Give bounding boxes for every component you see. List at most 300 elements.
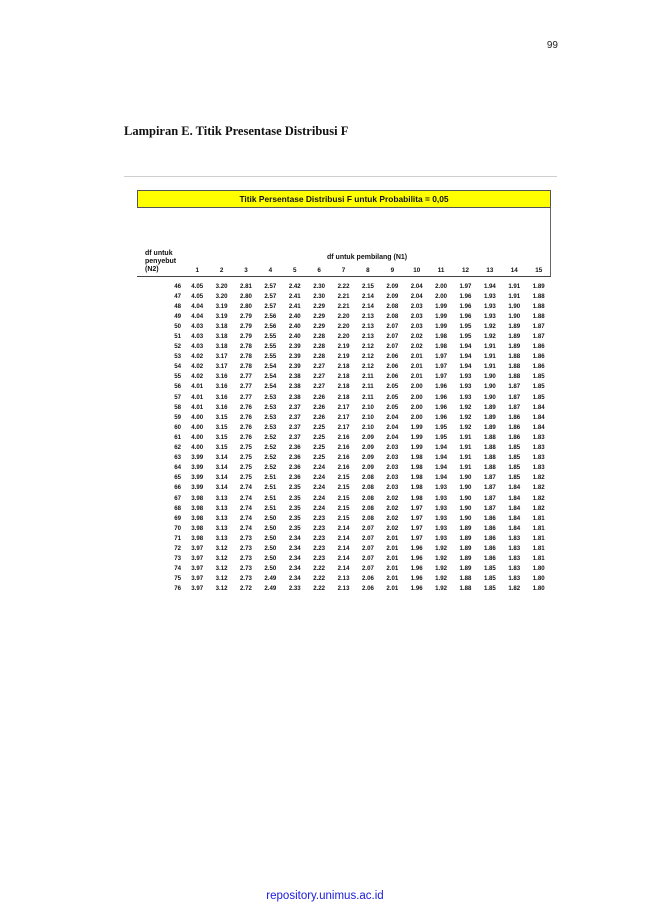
f-value-cell: 2.11 bbox=[362, 383, 374, 391]
f-value-cell: 1.96 bbox=[459, 302, 472, 310]
f-value-cell: 2.50 bbox=[264, 524, 277, 532]
f-value-cell: 2.56 bbox=[264, 312, 277, 320]
f-value-cell: 3.12 bbox=[215, 575, 228, 583]
table-row bbox=[137, 352, 551, 362]
f-value-cell: 1.87 bbox=[508, 383, 521, 391]
f-value-cell: 2.55 bbox=[264, 353, 277, 361]
f-value-cell: 1.83 bbox=[508, 555, 521, 563]
f-value-cell: 2.01 bbox=[410, 353, 423, 361]
f-value-cell: 2.17 bbox=[337, 423, 350, 431]
f-value-cell: 1.89 bbox=[532, 282, 545, 290]
f-value-cell: 2.81 bbox=[240, 282, 252, 290]
f-value-cell: 2.29 bbox=[313, 312, 326, 320]
f-value-cell: 1.96 bbox=[435, 383, 448, 391]
f-value-cell: 3.98 bbox=[191, 524, 204, 532]
f-value-cell: 1.87 bbox=[483, 484, 496, 492]
f-value-cell: 4.01 bbox=[191, 393, 204, 401]
f-value-cell: 1.97 bbox=[410, 524, 423, 532]
f-value-cell: 3.97 bbox=[191, 585, 204, 593]
f-value-cell: 1.97 bbox=[435, 373, 448, 381]
row-n2-label: 51 bbox=[174, 333, 181, 341]
f-distribution-table bbox=[137, 190, 551, 594]
f-value-cell: 2.24 bbox=[313, 494, 326, 502]
f-value-cell: 2.08 bbox=[386, 312, 399, 320]
f-value-cell: 1.87 bbox=[532, 333, 545, 341]
f-value-cell: 1.91 bbox=[459, 433, 472, 441]
f-value-cell: 2.77 bbox=[240, 383, 252, 391]
f-value-cell: 1.91 bbox=[483, 353, 496, 361]
f-value-cell: 1.86 bbox=[532, 363, 545, 371]
f-value-cell: 1.99 bbox=[410, 444, 423, 452]
f-value-cell: 2.73 bbox=[240, 575, 252, 583]
f-value-cell: 4.02 bbox=[191, 363, 204, 371]
f-value-cell: 1.88 bbox=[483, 444, 496, 452]
f-value-cell: 1.84 bbox=[532, 423, 545, 431]
f-value-cell: 2.07 bbox=[361, 534, 374, 542]
f-value-cell: 1.91 bbox=[508, 282, 521, 290]
f-value-cell: 1.90 bbox=[508, 302, 521, 310]
f-value-cell: 1.94 bbox=[435, 444, 448, 452]
f-value-cell: 3.97 bbox=[191, 565, 204, 573]
f-value-cell: 2.08 bbox=[361, 474, 374, 482]
f-value-cell: 2.13 bbox=[361, 312, 374, 320]
f-value-cell: 2.27 bbox=[313, 373, 326, 381]
f-value-cell: 2.52 bbox=[264, 454, 277, 462]
f-value-cell: 2.04 bbox=[386, 413, 399, 421]
f-value-cell: 3.12 bbox=[215, 585, 228, 593]
f-value-cell: 4.00 bbox=[191, 444, 204, 452]
f-value-cell: 2.53 bbox=[264, 413, 277, 421]
f-value-cell: 1.88 bbox=[532, 292, 545, 300]
f-value-cell: 2.23 bbox=[313, 534, 326, 542]
row-n2-label: 52 bbox=[174, 343, 181, 351]
f-value-cell: 3.16 bbox=[215, 393, 228, 401]
row-n2-label: 75 bbox=[174, 575, 181, 583]
repository-footer: repository.unimus.ac.id bbox=[266, 890, 384, 902]
f-value-cell: 2.08 bbox=[361, 494, 374, 502]
row-n2-label: 73 bbox=[174, 555, 181, 563]
f-value-cell: 1.85 bbox=[508, 474, 521, 482]
f-value-cell: 2.38 bbox=[288, 393, 301, 401]
f-value-cell: 1.91 bbox=[459, 464, 472, 472]
f-value-cell: 3.18 bbox=[215, 343, 228, 351]
f-value-cell: 1.81 bbox=[532, 544, 545, 552]
f-value-cell: 2.28 bbox=[313, 343, 326, 351]
f-value-cell: 2.03 bbox=[386, 454, 399, 462]
table-row bbox=[137, 453, 551, 463]
f-value-cell: 1.91 bbox=[459, 454, 472, 462]
f-value-cell: 2.12 bbox=[361, 363, 374, 371]
f-value-cell: 1.97 bbox=[410, 534, 423, 542]
f-value-cell: 2.75 bbox=[240, 454, 252, 462]
f-value-cell: 2.06 bbox=[386, 373, 399, 381]
f-value-cell: 1.84 bbox=[532, 413, 545, 421]
table-row bbox=[137, 291, 551, 301]
f-value-cell: 2.16 bbox=[337, 454, 350, 462]
f-value-cell: 1.98 bbox=[410, 464, 423, 472]
row-n2-label: 58 bbox=[174, 403, 181, 411]
f-value-cell: 2.49 bbox=[264, 575, 277, 583]
f-value-cell: 1.90 bbox=[459, 514, 472, 522]
f-value-cell: 2.29 bbox=[313, 302, 326, 310]
f-value-cell: 2.76 bbox=[240, 403, 252, 411]
f-value-cell: 2.03 bbox=[410, 322, 423, 330]
f-value-cell: 2.07 bbox=[361, 544, 374, 552]
table-row bbox=[137, 277, 551, 292]
f-value-cell: 1.90 bbox=[483, 393, 496, 401]
f-value-cell: 2.00 bbox=[435, 292, 448, 300]
f-value-cell: 1.88 bbox=[532, 312, 545, 320]
f-value-cell: 1.90 bbox=[459, 474, 472, 482]
f-value-cell: 2.08 bbox=[361, 484, 374, 492]
f-value-cell: 3.20 bbox=[215, 282, 228, 290]
f-value-cell: 1.86 bbox=[483, 555, 496, 563]
f-value-cell: 3.17 bbox=[215, 363, 228, 371]
f-value-cell: 2.09 bbox=[361, 444, 374, 452]
f-value-cell: 1.99 bbox=[410, 423, 423, 431]
f-value-cell: 4.04 bbox=[191, 302, 204, 310]
f-value-cell: 4.03 bbox=[191, 333, 204, 341]
f-value-cell: 1.95 bbox=[435, 433, 448, 441]
f-value-cell: 2.53 bbox=[264, 393, 277, 401]
f-value-cell: 2.12 bbox=[361, 343, 374, 351]
f-value-cell: 3.18 bbox=[215, 322, 228, 330]
f-value-cell: 1.82 bbox=[532, 484, 545, 492]
f-value-cell: 1.93 bbox=[435, 504, 448, 512]
f-value-cell: 1.93 bbox=[435, 494, 448, 502]
f-value-cell: 2.22 bbox=[313, 565, 326, 573]
f-value-cell: 1.81 bbox=[532, 534, 545, 542]
f-value-cell: 1.82 bbox=[532, 504, 545, 512]
f-value-cell: 2.11 bbox=[362, 373, 374, 381]
row-n2-label: 62 bbox=[174, 444, 181, 452]
f-value-cell: 4.03 bbox=[191, 343, 204, 351]
f-value-cell: 2.51 bbox=[264, 494, 277, 502]
f-value-cell: 2.10 bbox=[361, 423, 374, 431]
f-value-cell: 1.91 bbox=[459, 444, 472, 452]
f-value-cell: 2.36 bbox=[288, 444, 301, 452]
f-value-cell: 1.94 bbox=[459, 343, 472, 351]
f-value-cell: 2.72 bbox=[240, 585, 252, 593]
f-value-cell: 2.26 bbox=[313, 403, 326, 411]
f-value-cell: 1.82 bbox=[532, 474, 545, 482]
f-value-cell: 1.83 bbox=[532, 454, 545, 462]
f-value-cell: 1.93 bbox=[435, 484, 448, 492]
f-value-cell: 3.14 bbox=[215, 454, 228, 462]
f-value-cell: 2.23 bbox=[313, 514, 326, 522]
f-value-cell: 1.84 bbox=[532, 403, 545, 411]
f-value-cell: 3.97 bbox=[191, 575, 204, 583]
f-value-cell: 2.34 bbox=[288, 534, 301, 542]
f-value-cell: 2.39 bbox=[288, 363, 301, 371]
f-value-cell: 2.09 bbox=[386, 292, 399, 300]
f-value-cell: 1.90 bbox=[483, 383, 496, 391]
f-value-cell: 1.93 bbox=[435, 524, 448, 532]
f-value-cell: 2.25 bbox=[313, 444, 326, 452]
f-value-cell: 2.09 bbox=[361, 433, 374, 441]
f-value-cell: 2.56 bbox=[264, 322, 277, 330]
f-value-cell: 2.00 bbox=[410, 383, 423, 391]
f-value-cell: 1.88 bbox=[459, 575, 472, 583]
f-value-cell: 1.92 bbox=[435, 565, 448, 573]
f-value-cell: 1.92 bbox=[459, 403, 472, 411]
f-value-cell: 2.16 bbox=[337, 444, 350, 452]
f-value-cell: 2.79 bbox=[240, 333, 252, 341]
f-value-cell: 2.52 bbox=[264, 444, 277, 452]
f-value-cell: 2.41 bbox=[288, 302, 301, 310]
f-value-cell: 1.98 bbox=[435, 333, 448, 341]
f-value-cell: 2.42 bbox=[288, 282, 301, 290]
row-n2-label: 56 bbox=[174, 383, 181, 391]
f-value-cell: 2.09 bbox=[386, 282, 399, 290]
f-value-cell: 2.20 bbox=[337, 312, 350, 320]
f-value-cell: 2.26 bbox=[313, 393, 326, 401]
f-value-cell: 1.89 bbox=[483, 403, 496, 411]
f-value-cell: 3.14 bbox=[215, 464, 228, 472]
table-row bbox=[137, 321, 551, 331]
f-value-cell: 2.03 bbox=[410, 302, 423, 310]
f-value-cell: 2.01 bbox=[386, 585, 399, 593]
f-value-cell: 3.97 bbox=[191, 555, 204, 563]
column-header: 4 bbox=[258, 258, 282, 277]
f-value-cell: 2.50 bbox=[264, 544, 277, 552]
f-value-cell: 2.78 bbox=[240, 343, 252, 351]
f-value-cell: 1.86 bbox=[483, 534, 496, 542]
f-value-cell: 1.94 bbox=[435, 454, 448, 462]
f-value-cell: 1.90 bbox=[483, 373, 496, 381]
table-row bbox=[137, 483, 551, 493]
f-value-cell: 2.80 bbox=[240, 292, 252, 300]
f-value-cell: 1.96 bbox=[410, 544, 423, 552]
f-value-cell: 1.93 bbox=[459, 393, 472, 401]
f-value-cell: 4.03 bbox=[191, 322, 204, 330]
f-value-cell: 3.20 bbox=[215, 292, 228, 300]
f-value-cell: 2.53 bbox=[264, 403, 277, 411]
f-value-cell: 2.27 bbox=[313, 383, 326, 391]
f-value-cell: 1.94 bbox=[435, 474, 448, 482]
table-row bbox=[137, 513, 551, 523]
row-n2-label: 72 bbox=[174, 544, 181, 552]
f-value-cell: 2.30 bbox=[313, 282, 326, 290]
f-value-cell: 3.15 bbox=[215, 433, 228, 441]
table-row bbox=[137, 412, 551, 422]
f-value-cell: 2.40 bbox=[288, 312, 301, 320]
f-value-cell: 3.16 bbox=[215, 403, 228, 411]
table-row bbox=[137, 372, 551, 382]
f-value-cell: 2.06 bbox=[361, 575, 374, 583]
f-value-cell: 2.78 bbox=[240, 363, 252, 371]
f-value-cell: 1.93 bbox=[435, 534, 448, 542]
row-n2-label: 65 bbox=[174, 474, 181, 482]
column-header: 9 bbox=[380, 258, 404, 277]
f-value-cell: 1.84 bbox=[508, 504, 521, 512]
f-value-cell: 2.03 bbox=[386, 484, 399, 492]
f-value-cell: 2.40 bbox=[288, 322, 301, 330]
row-n2-label: 49 bbox=[174, 312, 181, 320]
f-value-cell: 2.24 bbox=[313, 474, 326, 482]
column-header: 6 bbox=[307, 258, 331, 277]
f-value-cell: 1.83 bbox=[508, 575, 521, 583]
n1-label: df untuk pembilang (N1) bbox=[327, 254, 408, 261]
f-value-cell: 1.85 bbox=[532, 393, 545, 401]
row-n2-label: 59 bbox=[174, 413, 181, 421]
f-value-cell: 2.15 bbox=[337, 484, 350, 492]
table-row bbox=[137, 402, 551, 412]
row-n2-label: 71 bbox=[174, 534, 181, 542]
f-value-cell: 2.74 bbox=[240, 504, 252, 512]
row-n2-label: 68 bbox=[174, 504, 181, 512]
f-value-cell: 2.08 bbox=[386, 302, 399, 310]
f-value-cell: 1.80 bbox=[532, 575, 545, 583]
f-value-cell: 2.37 bbox=[288, 413, 301, 421]
f-value-cell: 1.90 bbox=[459, 504, 472, 512]
f-value-cell: 2.28 bbox=[313, 353, 326, 361]
f-value-cell: 2.20 bbox=[337, 333, 350, 341]
f-value-cell: 1.85 bbox=[483, 585, 496, 593]
f-value-cell: 1.84 bbox=[508, 494, 521, 502]
f-value-cell: 2.01 bbox=[386, 534, 399, 542]
f-value-cell: 1.93 bbox=[459, 373, 472, 381]
f-value-cell: 2.17 bbox=[337, 403, 350, 411]
f-value-cell: 2.50 bbox=[264, 534, 277, 542]
f-value-cell: 2.15 bbox=[337, 474, 350, 482]
row-n2-label: 47 bbox=[174, 292, 181, 300]
f-value-cell: 2.39 bbox=[288, 353, 301, 361]
f-table-grid bbox=[137, 258, 551, 594]
column-header: 5 bbox=[283, 258, 307, 277]
f-value-cell: 1.88 bbox=[508, 373, 521, 381]
f-value-cell: 1.92 bbox=[459, 413, 472, 421]
f-value-cell: 1.83 bbox=[532, 433, 545, 441]
f-value-cell: 2.08 bbox=[361, 514, 374, 522]
f-value-cell: 3.14 bbox=[215, 484, 228, 492]
f-value-cell: 2.35 bbox=[288, 494, 301, 502]
f-value-cell: 1.80 bbox=[532, 585, 545, 593]
n2-label-line: (N2) bbox=[145, 266, 159, 273]
appendix-heading: Lampiran E. Titik Presentase Distribusi F bbox=[124, 124, 349, 138]
f-value-cell: 1.88 bbox=[483, 433, 496, 441]
f-value-cell: 2.37 bbox=[288, 433, 301, 441]
f-value-cell: 2.02 bbox=[386, 494, 399, 502]
f-value-cell: 2.04 bbox=[410, 282, 423, 290]
f-value-cell: 3.99 bbox=[191, 464, 204, 472]
f-value-cell: 2.05 bbox=[386, 383, 399, 391]
table-row bbox=[137, 533, 551, 543]
f-value-cell: 2.07 bbox=[386, 322, 399, 330]
f-value-cell: 2.52 bbox=[264, 464, 277, 472]
f-value-cell: 1.90 bbox=[459, 494, 472, 502]
f-value-cell: 2.80 bbox=[240, 302, 252, 310]
f-value-cell: 2.07 bbox=[361, 565, 374, 573]
f-value-cell: 2.14 bbox=[361, 292, 374, 300]
f-value-cell: 1.87 bbox=[483, 474, 496, 482]
f-value-cell: 3.13 bbox=[215, 494, 228, 502]
f-value-cell: 3.99 bbox=[191, 454, 204, 462]
n2-label-line: penyebut bbox=[145, 258, 177, 265]
f-value-cell: 3.12 bbox=[215, 565, 228, 573]
f-value-cell: 3.14 bbox=[215, 474, 228, 482]
f-value-cell: 2.36 bbox=[288, 454, 301, 462]
f-value-cell: 3.13 bbox=[215, 504, 228, 512]
f-value-cell: 2.22 bbox=[313, 575, 326, 583]
f-value-cell: 1.88 bbox=[532, 302, 545, 310]
f-value-cell: 1.89 bbox=[459, 524, 472, 532]
f-value-cell: 1.89 bbox=[459, 534, 472, 542]
f-value-cell: 1.88 bbox=[483, 454, 496, 462]
f-value-cell: 2.02 bbox=[386, 524, 399, 532]
f-value-cell: 2.03 bbox=[410, 312, 423, 320]
f-value-cell: 2.13 bbox=[337, 575, 350, 583]
f-value-cell: 2.21 bbox=[337, 292, 350, 300]
f-value-cell: 2.38 bbox=[288, 373, 301, 381]
f-value-cell: 2.73 bbox=[240, 534, 252, 542]
f-value-cell: 2.15 bbox=[361, 282, 374, 290]
f-value-cell: 2.01 bbox=[386, 555, 399, 563]
f-value-cell: 1.92 bbox=[435, 544, 448, 552]
table-row bbox=[137, 382, 551, 392]
f-value-cell: 2.29 bbox=[313, 322, 326, 330]
f-value-cell: 2.03 bbox=[386, 474, 399, 482]
f-value-cell: 2.25 bbox=[313, 454, 326, 462]
row-n2-label: 76 bbox=[174, 585, 181, 593]
f-value-cell: 3.19 bbox=[215, 302, 228, 310]
f-value-cell: 2.12 bbox=[361, 353, 374, 361]
f-value-cell: 2.01 bbox=[386, 575, 399, 583]
f-value-cell: 2.14 bbox=[337, 524, 350, 532]
f-value-cell: 1.96 bbox=[410, 565, 423, 573]
f-value-cell: 3.98 bbox=[191, 514, 204, 522]
f-value-cell: 2.49 bbox=[264, 585, 277, 593]
f-value-cell: 1.83 bbox=[508, 544, 521, 552]
f-value-cell: 1.83 bbox=[508, 565, 521, 573]
f-value-cell: 2.18 bbox=[337, 363, 350, 371]
f-value-cell: 2.55 bbox=[264, 333, 277, 341]
f-value-cell: 2.07 bbox=[361, 524, 374, 532]
f-value-cell: 1.81 bbox=[532, 514, 545, 522]
f-value-cell: 1.86 bbox=[483, 524, 496, 532]
f-value-cell: 3.12 bbox=[215, 544, 228, 552]
f-value-cell: 1.87 bbox=[508, 393, 521, 401]
f-value-cell: 2.04 bbox=[386, 433, 399, 441]
f-value-cell: 1.96 bbox=[435, 413, 448, 421]
f-value-cell: 2.25 bbox=[313, 433, 326, 441]
f-value-cell: 1.89 bbox=[508, 333, 521, 341]
row-n2-label: 74 bbox=[174, 565, 181, 573]
row-n2-label: 63 bbox=[174, 454, 181, 462]
f-value-cell: 2.16 bbox=[337, 464, 350, 472]
f-value-cell: 1.89 bbox=[459, 555, 472, 563]
f-value-cell: 1.97 bbox=[410, 514, 423, 522]
f-value-cell: 1.99 bbox=[410, 433, 423, 441]
page-number: 99 bbox=[546, 40, 558, 51]
f-value-cell: 2.17 bbox=[337, 413, 350, 421]
f-value-cell: 2.51 bbox=[264, 474, 277, 482]
f-value-cell: 2.54 bbox=[264, 373, 277, 381]
f-value-cell: 1.98 bbox=[410, 454, 423, 462]
f-value-cell: 1.94 bbox=[459, 353, 472, 361]
f-value-cell: 3.99 bbox=[191, 484, 204, 492]
table-row bbox=[137, 443, 551, 453]
f-value-cell: 2.11 bbox=[362, 393, 374, 401]
f-value-cell: 1.89 bbox=[508, 343, 521, 351]
f-value-cell: 1.96 bbox=[410, 555, 423, 563]
f-value-cell: 4.01 bbox=[191, 383, 204, 391]
f-value-cell: 1.84 bbox=[508, 524, 521, 532]
f-value-cell: 1.95 bbox=[459, 322, 472, 330]
f-value-cell: 1.87 bbox=[508, 403, 521, 411]
f-value-cell: 3.97 bbox=[191, 544, 204, 552]
table-row bbox=[137, 331, 551, 341]
